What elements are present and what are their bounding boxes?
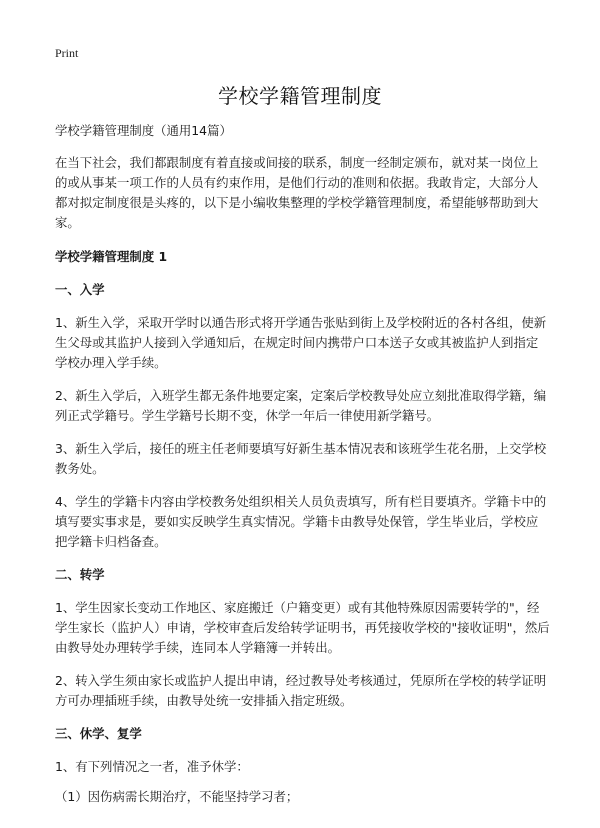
paragraph: 1、学生因家长变动工作地区、家庭搬迁（户籍变更）或有其他特殊原因需要转学的"，经学生家长（监护人）申请，学校审查后发给转学证明书，再凭接收学校的"接收证明"，然后由教导处办理转学手续，连同本人学籍簿一并转出。 xyxy=(55,600,550,655)
document-title: 学校学籍管理制度 xyxy=(218,84,382,108)
paragraph: 4、学生的学籍卡内容由学校教务处组织相关人员负责填写，所有栏目要填齐。学籍卡中的填写要实事求是，要如实反映学生真实情况。学籍卡由教导处保管，学生毕业后，学校应把学籍卡归档备查。 xyxy=(55,494,547,549)
paragraph: （1）因伤病需长期治疗，不能坚持学习者； xyxy=(55,789,299,804)
paragraph: 3、新生入学后，接任的班主任老师要填写好新生基本情况表和该班学生花名册，上交学校教务处。 xyxy=(55,441,547,476)
intro-paragraph: 在当下社会，我们都跟制度有着直接或间接的联系，制度一经制定颁布，就对某一岗位上的或从事某一项工作的人员有约束作用，是他们行动的准则和依据。我敢肯定，大部分人都对拟定制度很是头疼的，以下是小编收集整理的学校学籍管理制度，希望能够帮助到大家。 xyxy=(55,155,539,230)
document-body xyxy=(55,121,550,817)
section-heading-suspension: 三、休学、复学 xyxy=(55,726,142,741)
section-heading-enrollment: 一、入学 xyxy=(55,282,105,297)
section-heading-transfer: 二、转学 xyxy=(55,567,105,582)
paragraph: 1、新生入学，采取开学时以通告形式将开学通告张贴到街上及学校附近的各村各组，使新生父母或其监护人接到入学通知后，在规定时间内携带户口本送子女或其被监护人到指定学校办理入学手续。 xyxy=(55,315,547,370)
paragraph: 2、新生入学后，入班学生都无条件地要定案，定案后学校教导处应立刻批准取得学籍，编列正式学籍号。学生学籍号长期不变，休学一年后一律使用新学籍号。 xyxy=(55,388,547,423)
document-subtitle: 学校学籍管理制度（通用14篇） xyxy=(55,123,232,138)
article-heading: 学校学籍管理制度 1 xyxy=(55,249,168,264)
paragraph: 1、有下列情况之一者，准予休学： xyxy=(55,759,249,774)
print-label[interactable]: Print xyxy=(55,46,79,60)
paragraph: 2、转入学生须由家长或监护人提出申请，经过教导处考核通过，凭原所在学校的转学证明方可办理插班手续，由教导处统一安排插入指定班级。 xyxy=(55,673,547,708)
